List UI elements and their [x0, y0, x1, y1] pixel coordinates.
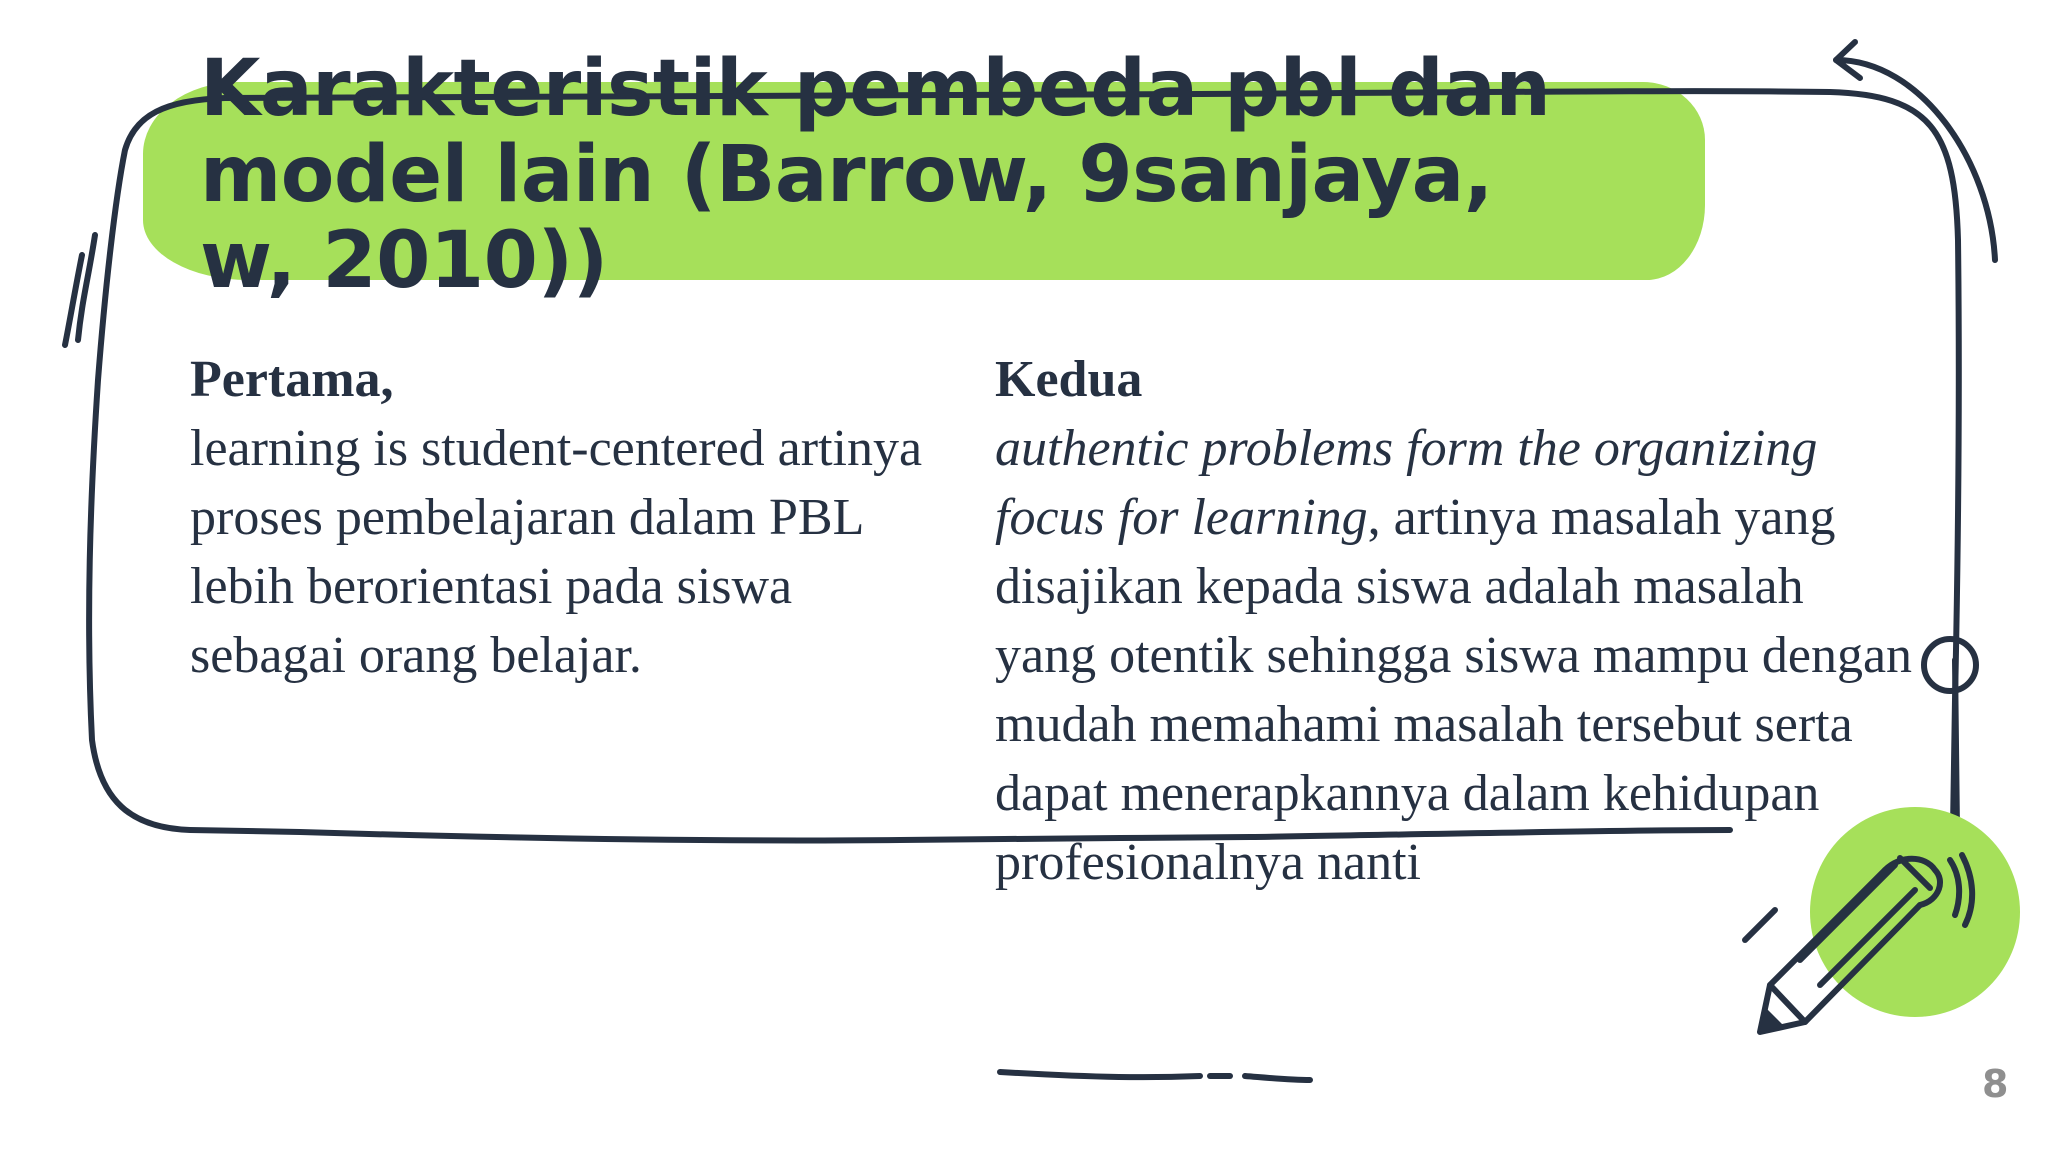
left-column-heading: Pertama,: [190, 351, 394, 408]
frame-bottom-dash: [1000, 1072, 1200, 1077]
page-number: 8: [1982, 1062, 2009, 1106]
slide-title: Karakteristik pembeda pbl dan model lain (Barrow, 9sanjaya, w, 2010)): [200, 44, 1551, 306]
frame-bottom-dash: [1245, 1076, 1310, 1080]
left-column: [190, 345, 930, 690]
right-column: [995, 345, 1915, 897]
frame-right-stroke: [1955, 660, 1957, 830]
right-column-italic-text: authentic problems form the organizing focus for learning: [995, 420, 1818, 546]
arrow-icon: [1836, 42, 1995, 260]
left-column-body: learning is student-centered artinya proses pembelajaran dalam PBL lebih berorientasi pada siswa sebagai orang belajar.: [190, 420, 923, 684]
right-column-body: , artinya masalah yang disajikan kepada siswa adalah masalah yang otentik sehingga siswa mampu dengan mudah memahami masalah tersebut serta dapat menerapkannya dalam kehidupan profesionalnya nanti: [995, 489, 1913, 891]
frame-side-stroke: [78, 235, 95, 340]
right-column-heading: Kedua: [995, 351, 1143, 408]
frame-loop: [1924, 639, 1976, 691]
